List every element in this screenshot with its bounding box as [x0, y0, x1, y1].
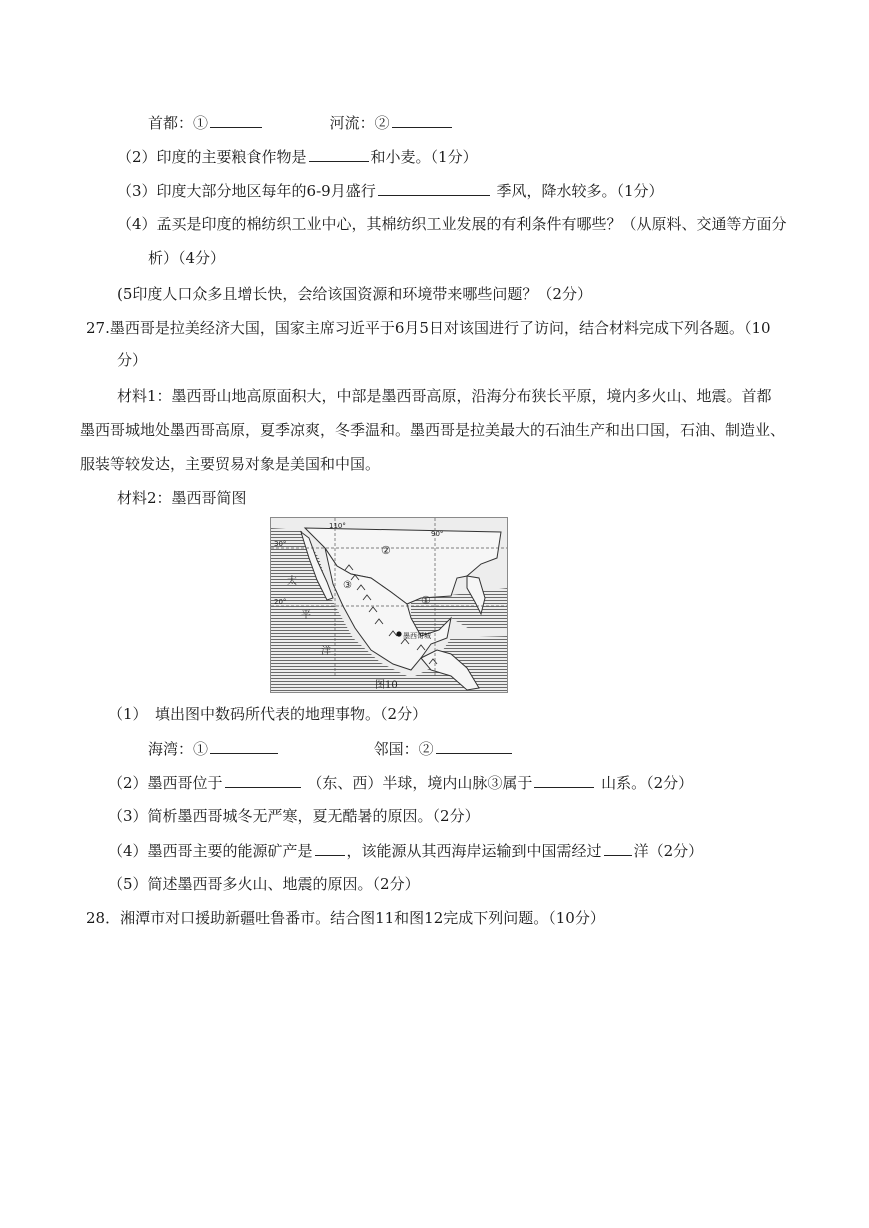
lat-20-label: 20° — [274, 598, 287, 606]
neighbor-label: 邻国：② — [373, 740, 434, 758]
sub-question-5: （5）简述墨西哥多火山、地震的原因。（2分） — [108, 875, 420, 893]
hemisphere-blank[interactable] — [225, 772, 301, 788]
capital-river-line — [148, 112, 454, 133]
sub-question-1-blanks — [148, 738, 514, 759]
material-1-line3: 服装等较发达，主要贸易对象是美国和中国。 — [80, 455, 381, 473]
lat-30-label: 30° — [274, 540, 287, 548]
sub-question-1: （1） 填出图中数码所代表的地理事物。（2分） — [108, 705, 428, 723]
map-mark-2: ② — [381, 544, 391, 557]
material-1-line2: 墨西哥城地处墨西哥高原，夏季凉爽，冬季温和。墨西哥是拉美最大的石油生产和出口国，石油、制造业、 — [80, 421, 786, 439]
ocean-blank[interactable] — [604, 840, 632, 856]
monsoon-blank[interactable] — [378, 180, 490, 196]
crop-blank[interactable] — [309, 146, 369, 162]
question-5: (5印度人口众多且增长快，会给该国资源和环境带来哪些问题？（2分） — [117, 285, 592, 303]
lon-110-label: 110° — [329, 522, 346, 530]
material-1-line1: 材料1：墨西哥山地高原面积大，中部是墨西哥高原，沿海分布狭长平原，境内多火山、地震。首都 — [117, 387, 772, 405]
map-caption: 图10 — [375, 680, 398, 691]
map-mark-1: ① — [421, 594, 431, 607]
gulf-blank[interactable] — [210, 738, 278, 754]
neighbor-blank[interactable] — [436, 738, 512, 754]
question-4-line2: 析）（4分） — [148, 249, 226, 267]
question-2: （2）印度的主要粮食作物是 和小麦。（1分） — [117, 148, 478, 166]
gulf-label: 海湾：① — [148, 740, 209, 758]
river-blank[interactable] — [392, 112, 452, 128]
mountain-system-blank[interactable] — [534, 772, 594, 788]
lon-90-label: 90° — [431, 530, 444, 538]
sea-char-3: 洋 — [321, 646, 331, 657]
question-27-line2: 分） — [117, 351, 148, 369]
sub-question-3: （3）简析墨西哥城冬无严寒，夏无酷暑的原因。（2分） — [108, 807, 480, 825]
question-27-line1: 27.墨西哥是拉美经济大国，国家主席习近平于6月5日对该国进行了访问，结合材料完成下列各题。（10 — [86, 319, 771, 337]
sub-question-4: （4）墨西哥主要的能源矿产是 ，该能源从其西海岸运输到中国需经过 洋（2分） — [108, 842, 704, 860]
mexico-city-label: 墨西哥城 — [403, 632, 431, 640]
sea-char-2: 平 — [301, 610, 311, 621]
capital-label: 首都：① — [148, 114, 209, 132]
river-label: 河流：② — [329, 114, 390, 132]
sea-char-1: 太 — [287, 576, 297, 587]
capital-blank[interactable] — [210, 112, 262, 128]
energy-blank[interactable] — [315, 840, 345, 856]
map-mark-3: ③ — [343, 580, 352, 591]
question-4-line1: （4）孟买是印度的棉纺织工业中心，其棉纺织工业发展的有利条件有哪些？（从原料、交通等方面分 — [117, 215, 787, 233]
mexico-city-dot — [396, 631, 401, 636]
mexico-map-figure — [270, 517, 508, 693]
question-28: 28．湘潭市对口援助新疆吐鲁番市。结合图11和图12完成下列问题。（10分） — [86, 909, 605, 927]
material-2-title: 材料2：墨西哥简图 — [117, 489, 247, 507]
sub-question-2: （2）墨西哥位于 （东、西）半球，境内山脉③属于 山系。（2分） — [108, 774, 694, 792]
question-3: （3）印度大部分地区每年的6-9月盛行 季风，降水较多。（1分） — [117, 182, 664, 200]
